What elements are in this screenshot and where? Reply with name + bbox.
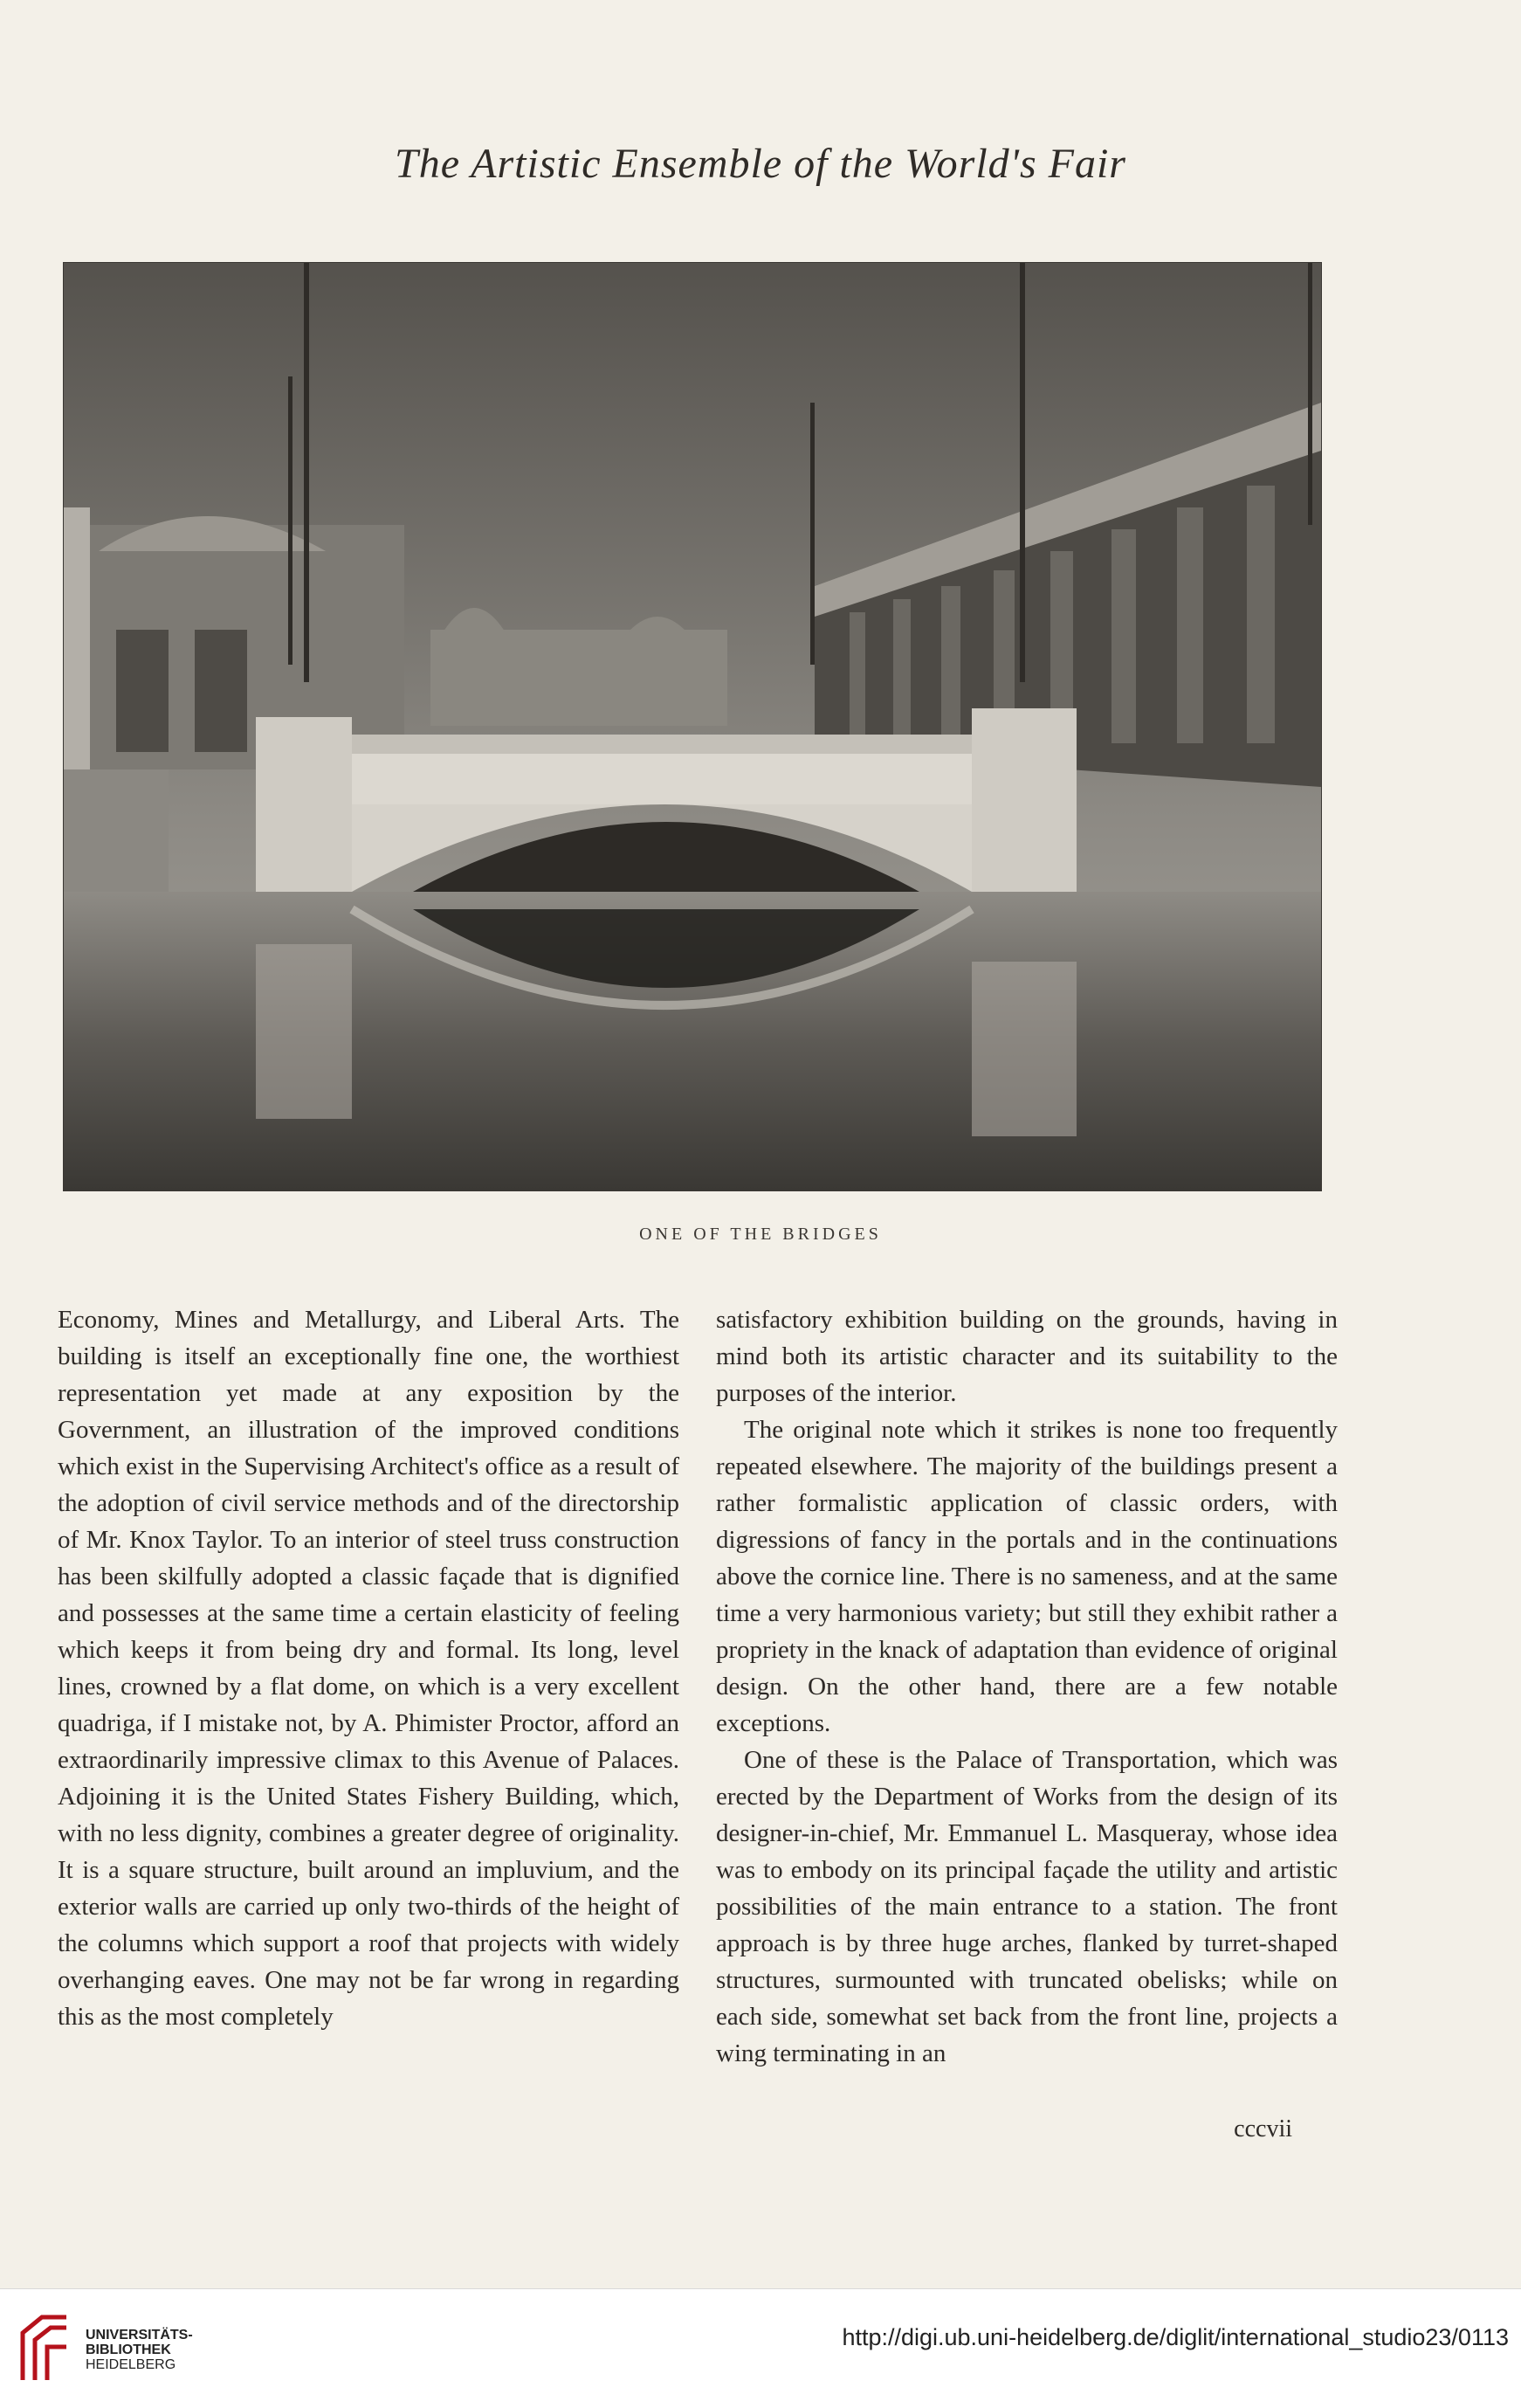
right-text-column bbox=[716, 1301, 1338, 2072]
running-title: The Artistic Ensemble of the World's Fair bbox=[395, 141, 1126, 187]
left-text-column bbox=[58, 1301, 679, 2035]
paragraph: One of these is the Palace of Transportation, which was erected by the Department of Works from the design of its designer-in-chief, Mr. Emmanuel L. Masqueray, whose idea was to embody on its principal façade the utility and artistic possibilities of the main entrance to a station. The front approach is by three huge arches, flanked by turret-shaped structures, surmounted with truncated obelisks; while on each side, somewhat set back from the front line, projects a wing terminating in an bbox=[716, 1746, 1338, 2067]
library-name-line: BIBLIOTHEK bbox=[86, 2342, 171, 2357]
paragraph: satisfactory exhibition building on the grounds, having in mind both its artistic character and its suitability to the purposes of the interior. bbox=[716, 1306, 1338, 1407]
figure-caption: ONE OF THE BRIDGES bbox=[639, 1225, 882, 1244]
paragraph: The original note which it strikes is none too frequently repeated elsewhere. The majority of the buildings present a rather formalistic application of classic orders, with digressions of fancy in the portals and in the continuations above the cornice line. There is no sameness, and at the same time a very harmonious variety; but still they exhibit rather a propriety in the knack of adaptation than evidence of original design. On the other hand, there are a few notable exceptions. bbox=[716, 1416, 1338, 1737]
library-name-line: HEIDELBERG bbox=[86, 2357, 176, 2372]
paragraph: Economy, Mines and Metallurgy, and Liberal Arts. The building is itself an exceptionally fine one, the worthiest representation yet made at any exposition by the Government, an illustration of the improved conditions which exist in the Supervising Architect's office as a result of the adoption of civil service methods and of the directorship of Mr. Knox Taylor. To an interior of steel truss construction has been skilfully adopted a classic façade that is dignified and possesses at the same time a certain elasticity of feeling which keeps it from being dry and formal. Its long, level lines, crowned by a flat dome, on which is a very excellent quadriga, if I mistake not, by A. Phimister Proctor, afford an extraordinarily impressive climax to this Avenue of Palaces. Adjoining it is the United States Fishery Building, which, with no less dignity, combines a greater degree of originality. It is a square structure, built around an impluvium, and the exterior walls are carried up only two-thirds of the height of the columns which support a roof that projects with widely overhanging eaves. One may not be far wrong in regarding this as the most completely bbox=[58, 1306, 679, 2031]
source-url-link[interactable]: http://digi.ub.uni-heidelberg.de/diglit/international_studio23/0113 bbox=[842, 2324, 1509, 2350]
library-logo-icon bbox=[16, 2312, 73, 2387]
library-name-line: UNIVERSITÄTS- bbox=[86, 2328, 193, 2342]
library-name bbox=[86, 2328, 193, 2372]
digitization-footer bbox=[0, 2288, 1521, 2408]
page-number: cccvii bbox=[1234, 2115, 1292, 2142]
bridge-photograph bbox=[63, 262, 1322, 1191]
